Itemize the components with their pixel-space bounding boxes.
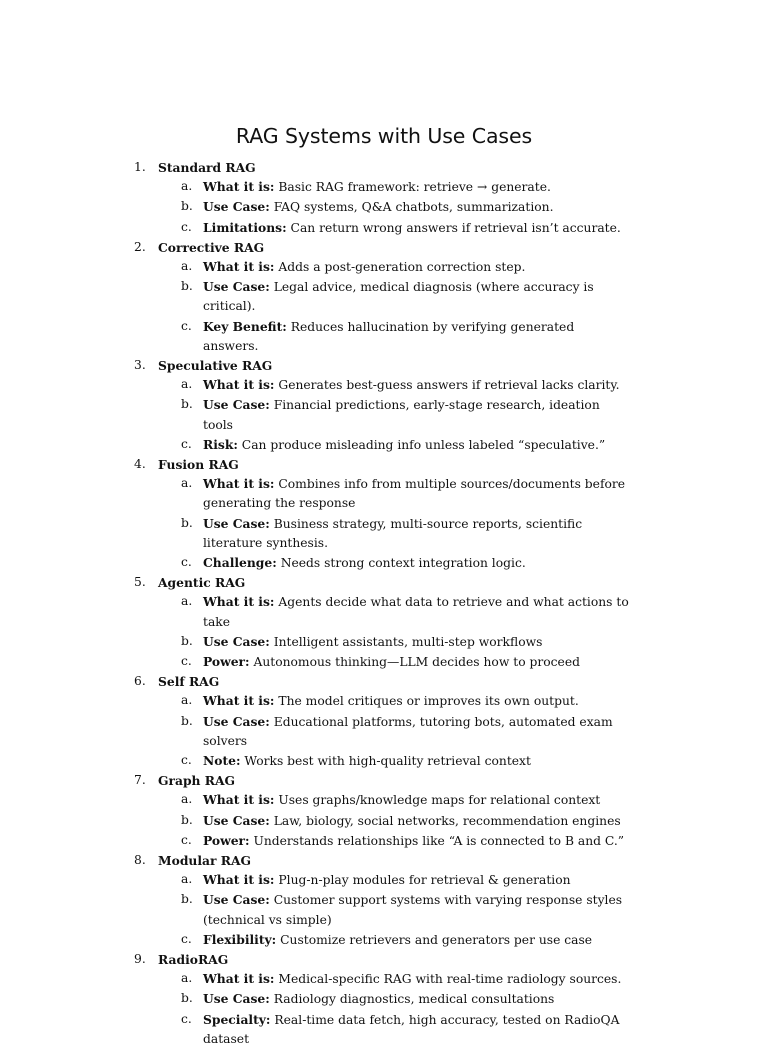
sub-letter: b.	[181, 812, 193, 827]
sub-label: Use Case:	[203, 199, 270, 215]
sub-letter: c.	[181, 219, 192, 234]
sub-text: Legal advice, medical diagnosis (where accuracy is critical).	[203, 280, 594, 314]
sub-list	[0, 177, 768, 238]
sub-label: Flexibility:	[203, 931, 277, 947]
item-title: Modular RAG	[158, 853, 252, 868]
sub-letter: c.	[181, 832, 192, 847]
sub-letter: c.	[181, 654, 192, 668]
sub-text: Business strategy, multi-source reports, scientific literature synthesis.	[203, 516, 583, 550]
sub-letter: a.	[181, 792, 193, 807]
sub-label: What it is:	[203, 971, 275, 987]
rag-systems-list	[0, 158, 768, 1049]
sub-list	[0, 592, 768, 672]
sub-list	[0, 969, 768, 1049]
sub-letter: a.	[181, 971, 193, 986]
sub-item	[0, 632, 633, 652]
sub-item	[0, 652, 633, 672]
list-item	[0, 851, 768, 950]
sub-label: Use Case:	[203, 397, 270, 413]
sub-label: What it is:	[203, 792, 275, 808]
sub-text: Can return wrong answers if retrieval isn’t accurate.	[290, 220, 621, 235]
sub-item	[0, 553, 633, 573]
sub-text: Adds a post-generation correction step.	[278, 259, 526, 274]
sub-label: Use Case:	[203, 633, 270, 649]
sub-text: Real-time data fetch, high accuracy, tested on RadioQA dataset	[203, 1012, 620, 1046]
sub-text: Agents decide what data to retrieve and what actions to take	[203, 595, 629, 629]
list-item	[0, 455, 768, 573]
item-number: 7.	[134, 773, 146, 788]
list-item	[0, 950, 768, 1049]
sub-text: Combines info from multiple sources/documents before generating the response	[203, 477, 626, 511]
item-title: Graph RAG	[158, 773, 236, 789]
sub-label: What it is:	[203, 872, 275, 888]
sub-letter: a.	[181, 594, 193, 609]
sub-text: Radiology diagnostics, medical consultations	[273, 992, 555, 1007]
item-number: 1.	[134, 160, 146, 174]
sub-letter: c.	[181, 436, 192, 451]
sub-text: Works best with high-quality retrieval context	[244, 754, 531, 768]
sub-label: Key Benefit:	[203, 318, 287, 334]
sub-label: What it is:	[203, 179, 275, 195]
sub-text: Uses graphs/knowledge maps for relational context	[278, 793, 601, 808]
list-item	[0, 158, 768, 238]
sub-label: What it is:	[203, 377, 275, 393]
sub-letter: a.	[181, 377, 193, 392]
sub-list	[0, 870, 768, 950]
sub-item	[0, 395, 633, 434]
sub-text: Financial predictions, early-stage research, ideation tools	[203, 398, 600, 432]
item-title: Corrective RAG	[158, 239, 265, 255]
sub-letter: a.	[181, 872, 193, 887]
sub-letter: b.	[181, 515, 193, 530]
sub-item	[0, 514, 633, 553]
sub-list	[0, 790, 768, 851]
list-item	[0, 238, 768, 356]
sub-item	[0, 870, 633, 890]
sub-item	[0, 592, 633, 631]
sub-item	[0, 375, 633, 395]
sub-item	[0, 474, 633, 513]
sub-item	[0, 435, 633, 455]
sub-item	[0, 790, 633, 810]
item-number: 3.	[134, 358, 146, 372]
sub-list	[0, 375, 768, 455]
sub-label: Use Case:	[203, 515, 270, 531]
sub-label: Use Case:	[203, 812, 270, 828]
sub-label: What it is:	[203, 258, 275, 274]
sub-item	[0, 197, 633, 217]
sub-item	[0, 218, 633, 238]
sub-text: Customize retrievers and generators per use case	[280, 932, 593, 947]
item-title: Fusion RAG	[158, 457, 239, 472]
sub-letter: c.	[181, 753, 192, 767]
sub-list	[0, 257, 768, 356]
sub-text: Generates best-guess answers if retrieval lacks clarity.	[278, 378, 620, 393]
sub-text: Customer support systems with varying response styles (technical vs simple)	[203, 893, 623, 927]
sub-letter: b.	[181, 279, 193, 294]
item-title: Self RAG	[158, 674, 220, 690]
sub-letter: a.	[181, 179, 193, 194]
list-item	[0, 573, 768, 672]
sub-item	[0, 712, 633, 751]
sub-item	[0, 177, 633, 197]
sub-text: The model critiques or improves its own output.	[278, 694, 579, 709]
sub-letter: b.	[181, 713, 193, 728]
sub-text: Understands relationships like “A is connected to B and C.”	[253, 833, 625, 848]
sub-label: Risk:	[203, 436, 238, 452]
list-item	[0, 672, 768, 771]
item-number: 2.	[134, 239, 146, 254]
item-number: 9.	[134, 952, 146, 966]
sub-label: Use Case:	[203, 892, 270, 908]
sub-item	[0, 969, 633, 989]
item-number: 6.	[134, 674, 146, 689]
sub-label: Use Case:	[203, 713, 270, 729]
sub-item	[0, 317, 633, 356]
sub-text: Educational platforms, tutoring bots, automated exam solvers	[203, 714, 613, 748]
sub-item	[0, 691, 633, 711]
sub-list	[0, 474, 768, 573]
sub-list	[0, 691, 768, 771]
sub-label: Use Case:	[203, 279, 270, 295]
sub-label: Limitations:	[203, 219, 287, 235]
sub-label: What it is:	[203, 476, 275, 492]
sub-label: What it is:	[203, 594, 275, 610]
item-title: Standard RAG	[158, 160, 256, 175]
sub-label: Power:	[203, 832, 250, 848]
sub-item	[0, 989, 633, 1009]
sub-text: Reduces hallucination by verifying generated answers.	[203, 319, 575, 353]
item-title: Agentic RAG	[158, 575, 246, 591]
sub-letter: b.	[181, 199, 193, 214]
sub-text: Law, biology, social networks, recommendation engines	[273, 813, 621, 828]
sub-item	[0, 890, 633, 929]
page-title: RAG Systems with Use Cases	[235, 124, 533, 148]
sub-label: Specialty:	[203, 1011, 271, 1027]
sub-letter: a.	[181, 476, 193, 491]
sub-letter: c.	[181, 931, 192, 946]
item-number: 4.	[134, 457, 146, 471]
sub-label: What it is:	[203, 693, 275, 709]
item-number: 8.	[134, 853, 146, 867]
sub-item	[0, 277, 633, 316]
sub-text: Needs strong context integration logic.	[280, 556, 526, 570]
sub-letter: b.	[181, 991, 193, 1006]
sub-letter: a.	[181, 258, 193, 273]
item-title: Speculative RAG	[158, 358, 273, 373]
sub-item	[0, 831, 633, 851]
sub-label: Use Case:	[203, 991, 270, 1007]
sub-label: Power:	[203, 654, 250, 669]
sub-letter: c.	[181, 1011, 192, 1026]
sub-letter: a.	[181, 693, 193, 708]
sub-item	[0, 257, 633, 277]
sub-letter: b.	[181, 633, 193, 648]
list-item	[0, 356, 768, 455]
sub-letter: b.	[181, 892, 193, 907]
item-number: 5.	[134, 575, 146, 590]
sub-label: Challenge:	[203, 555, 277, 570]
item-title: RadioRAG	[158, 952, 229, 967]
sub-letter: b.	[181, 397, 193, 412]
sub-text: Can produce misleading info unless labeled “speculative.”	[241, 437, 606, 452]
list-item	[0, 771, 768, 851]
sub-text: Autonomous thinking—LLM decides how to proceed	[253, 655, 580, 669]
sub-item	[0, 1010, 633, 1049]
sub-text: Intelligent assistants, multi-step workflows	[273, 634, 543, 649]
sub-text: Plug-n-play modules for retrieval & generation	[278, 873, 571, 888]
sub-text: Basic RAG framework: retrieve → generate.	[278, 180, 551, 195]
sub-item	[0, 930, 633, 950]
sub-item	[0, 751, 633, 771]
sub-letter: c.	[181, 318, 192, 333]
sub-item	[0, 811, 633, 831]
sub-letter: c.	[181, 555, 192, 569]
sub-text: Medical-specific RAG with real-time radiology sources.	[278, 972, 622, 987]
sub-label: Note:	[203, 753, 241, 768]
sub-text: FAQ systems, Q&A chatbots, summarization.	[273, 200, 554, 215]
